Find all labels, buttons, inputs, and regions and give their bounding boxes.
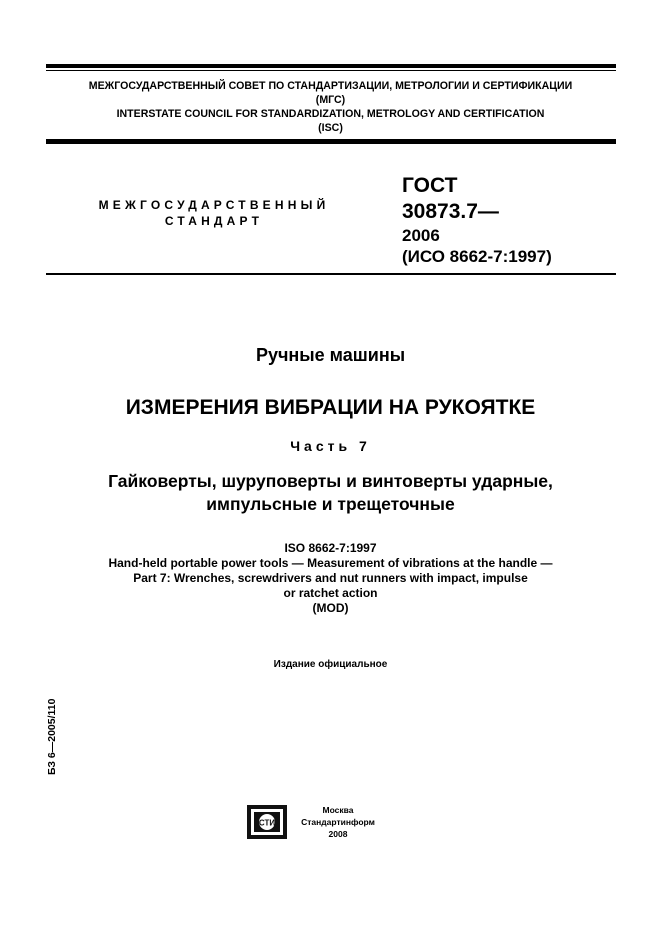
part-label: Часть 7: [290, 438, 371, 454]
iso-block: [0, 541, 661, 616]
gost-label: ГОСТ: [402, 174, 458, 197]
gost-number: 30873.7—: [402, 200, 499, 223]
interstate-standard-label: [70, 197, 358, 229]
header-rule-thick: [46, 139, 616, 144]
subtitle-line2: импульсные и трещеточные: [206, 494, 455, 514]
top-rule-thick: [46, 64, 616, 68]
publisher-name: Стандартинформ: [301, 817, 375, 827]
publisher-logo-text: СТИ: [258, 818, 276, 828]
designation-rule: [46, 273, 616, 275]
publisher-year: 2008: [328, 829, 348, 839]
top-rule-thin: [46, 70, 616, 71]
official-edition: Издание официальное: [273, 659, 388, 670]
product-group-title: Ручные машины: [255, 345, 406, 365]
iso-mod: (MOD): [312, 601, 349, 615]
main-title: ИЗМЕРЕНИЯ ВИБРАЦИИ НА РУКОЯТКЕ: [125, 396, 536, 419]
subtitle-line1: Гайковерты, шуруповерты и винтоверты ударные,: [108, 471, 553, 491]
council-en: INTERSTATE COUNCIL FOR STANDARDIZATION, METROLOGY AND CERTIFICATION: [116, 108, 545, 120]
interstate-line2: СТАНДАРТ: [164, 214, 264, 228]
council-en-abbr: (ISC): [318, 122, 343, 134]
gost-iso-ref: (ИСО 8662-7:1997): [402, 247, 552, 266]
iso-title-line1: Hand-held portable power tools — Measurement of vibrations at the handle —: [108, 556, 553, 570]
gost-year: 2006: [402, 226, 440, 245]
publisher-city: Москва: [322, 805, 354, 815]
side-code: БЗ 6—2005/110: [46, 698, 58, 775]
interstate-line1: МЕЖГОСУДАРСТВЕННЫЙ: [98, 198, 330, 212]
council-ru: МЕЖГОСУДАРСТВЕННЫЙ СОВЕТ ПО СТАНДАРТИЗАЦИИ, МЕТРОЛОГИИ И СЕРТИФИКАЦИИ: [88, 80, 573, 92]
publisher-logo-icon: [247, 805, 287, 839]
subtitle: [0, 470, 661, 516]
council-header: [40, 79, 621, 135]
publisher-imprint: [292, 804, 384, 840]
iso-title-line3: or ratchet action: [283, 586, 378, 600]
council-ru-abbr: (МГС): [315, 94, 346, 106]
iso-number: ISO 8662-7:1997: [284, 541, 377, 555]
iso-title-line2: Part 7: Wrenches, screwdrivers and nut runners with impact, impulse: [133, 571, 528, 585]
gost-designation: [402, 173, 632, 267]
